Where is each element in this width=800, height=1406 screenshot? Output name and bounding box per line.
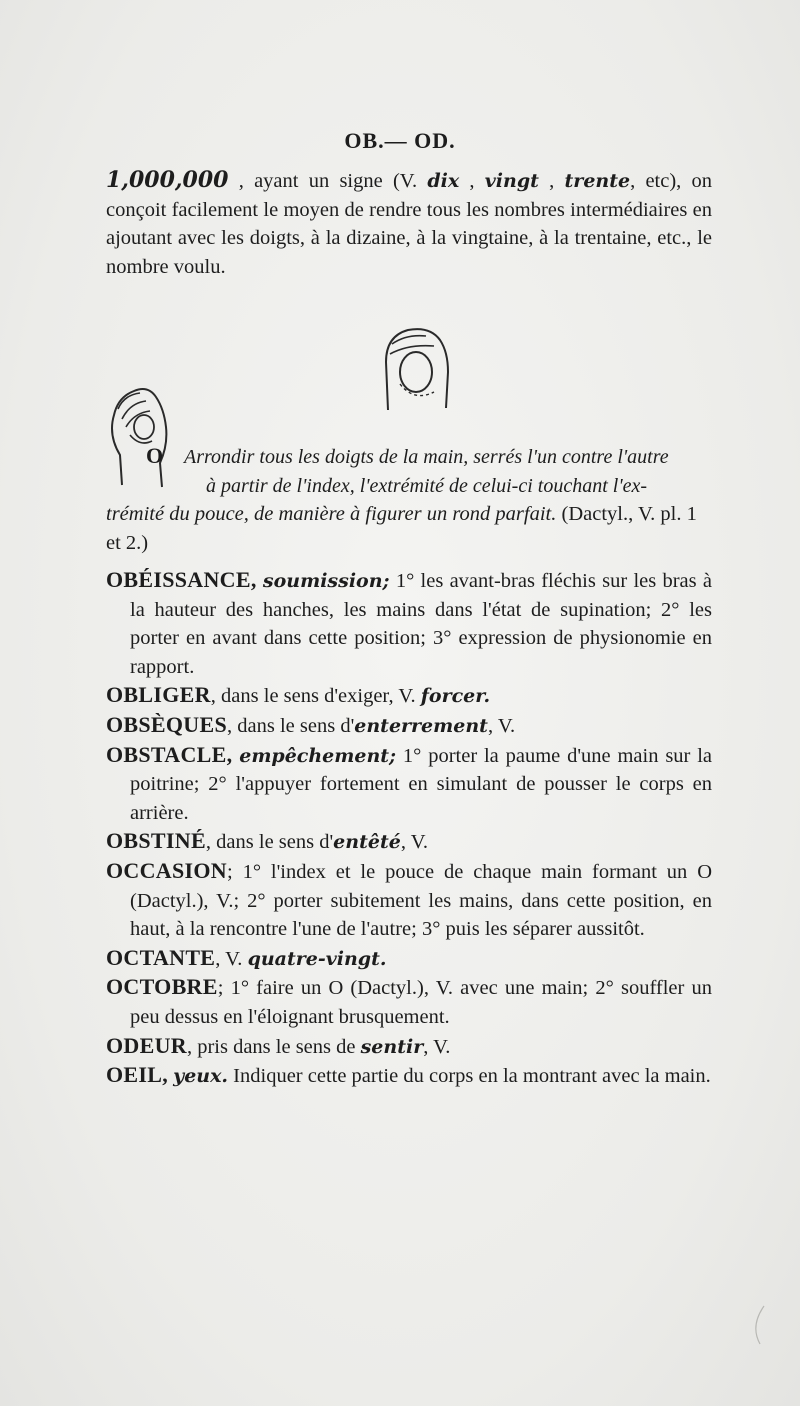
entry-odeur: ODEUR, pris dans le sens de sentir, V. <box>106 1032 451 1058</box>
sign-o-letter: O <box>146 443 164 468</box>
ref-dix: dix <box>427 170 460 192</box>
entry-obliger: OBLIGER, dans le sens d'exiger, V. forcer. <box>106 682 491 708</box>
intro-paragraph: 1,000,000 , ayant un signe (V. dix , vingt , trente, etc), on conçoit facilement le moyen de rendre tous les nombres intermédiaires en ajoutant avec les doigts, à la dizaine, à la vingtaine, à la trentaine, etc., le nombre voulu. <box>106 167 713 278</box>
sign-o-description: Arrondir tous les doigts de la main, serrés l'un contre l'autre à partir de l'index, l'extrémité de celui-ci touchant l'ex- <box>184 446 669 497</box>
entry-octobre: OCTOBRE; 1° faire un O (Dactyl.), V. avec une main; 2° souffler un peu dessus en l'éloignant brusquement. <box>106 974 712 1028</box>
entry-obstacle: OBSTACLE, empêchement; 1° porter la paume d'une main sur la poitrine; 2° l'appuyer fortement en simulant de pousser le corps en arrière. <box>106 741 713 824</box>
hand-sign-o-front-illustration <box>378 322 458 412</box>
hand-sign-o-side-illustration <box>100 375 184 495</box>
entry-oeil: OEIL, yeux. Indiquer cette partie du corps en la montrant avec la main. <box>106 1062 711 1088</box>
entries-list <box>106 566 712 1091</box>
running-header: OB.— OD. <box>344 128 456 153</box>
entry-obstine: OBSTINÉ, dans le sens d'entêté, V. <box>106 828 428 854</box>
entry-obseques: OBSÈQUES, dans le sens d'enterrement, V. <box>106 711 516 737</box>
page-corner-mark <box>730 1296 770 1346</box>
ref-vingt: vingt <box>484 170 539 192</box>
number-million: 1,000,000 <box>106 167 229 193</box>
ref-trente: trente <box>564 170 631 192</box>
entry-occasion: OCCASION; 1° l'index et le pouce de chaque main formant un O (Dactyl.), V.; 2° porter subitement les mains, dans cette position, en haut, à la rencontre l'une de l'autre; 3° puis les séparer aussitôt. <box>106 857 712 941</box>
entry-octante: OCTANTE, V. quatre-vingt. <box>106 944 387 970</box>
entry-obeissance: OBÉISSANCE, soumission; 1° les avant-bras fléchis sur les bras à la hauteur des hanches, les mains dans l'état de supination; 2° les porter en avant dans cette position; 3° expression de physionomie en rapport. <box>106 567 713 678</box>
sign-o-continuation: trémité du pouce, de manière à figurer un rond parfait. (Dactyl., V. pl. 1 et 2.) <box>106 503 697 554</box>
